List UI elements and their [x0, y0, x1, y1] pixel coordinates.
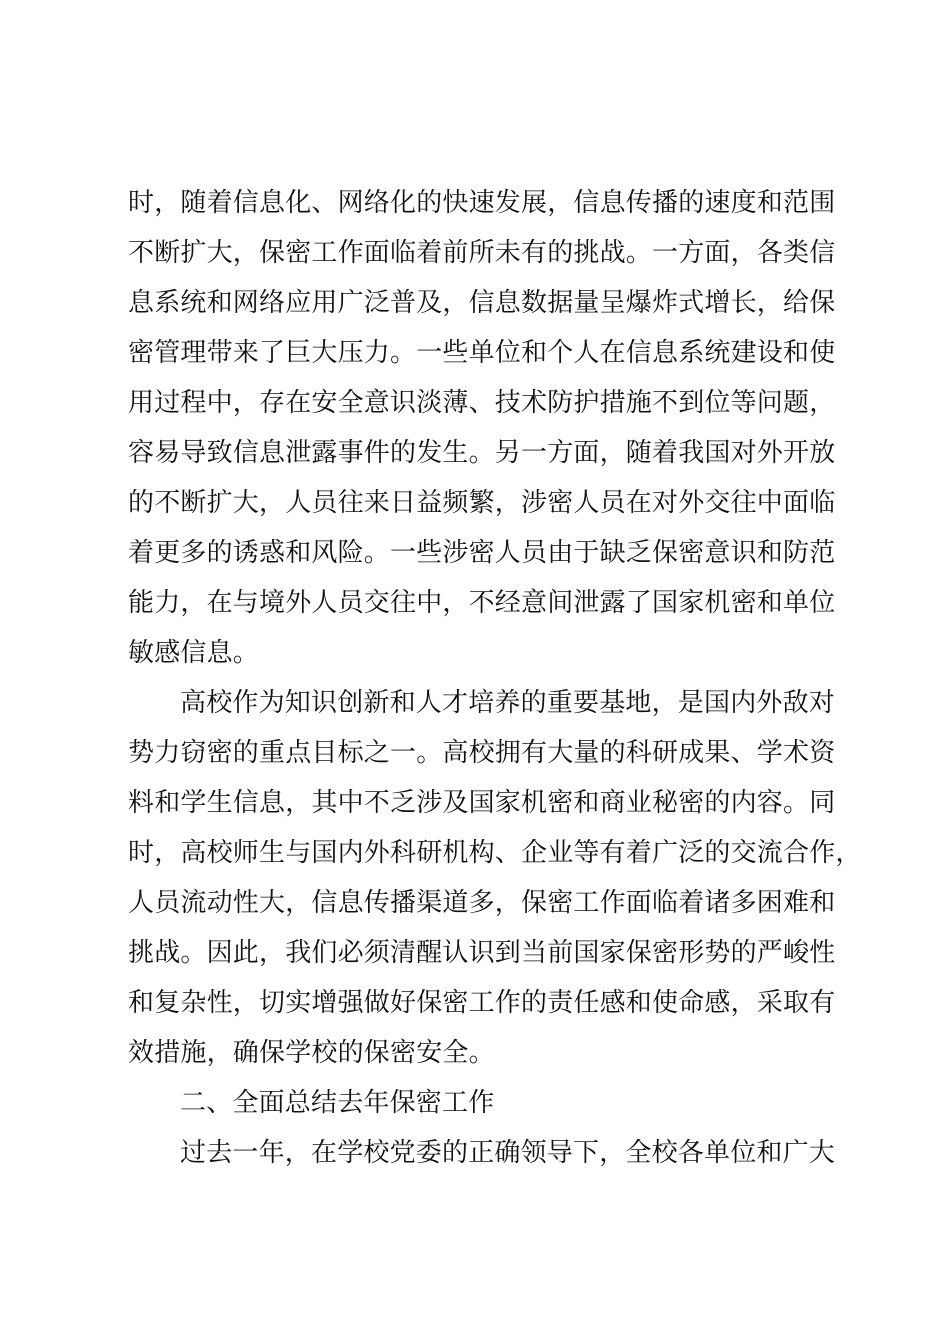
text-line: 和复杂性，切实增强做好保密工作的责任感和使命感，采取有 [128, 988, 836, 1018]
text-line: 时，随着信息化、网络化的快速发展，信息传播的速度和范围 [128, 188, 836, 218]
text-line: 息系统和网络应用广泛普及，信息数据量呈爆炸式增长，给保 [128, 288, 836, 318]
text-line: 时，高校师生与国内外科研机构、企业等有着广泛的交流合作， [128, 838, 862, 868]
text-line: 的不断扩大，人员往来日益频繁，涉密人员在对外交往中面临 [128, 488, 836, 518]
section-heading: 二、全面总结去年保密工作 [180, 1088, 495, 1118]
text-line: 敏感信息。 [128, 638, 260, 668]
text-line: 效措施，确保学校的保密安全。 [128, 1038, 495, 1068]
text-line: 人员流动性大，信息传播渠道多，保密工作面临着诸多困难和 [128, 888, 836, 918]
text-line: 密管理带来了巨大压力。一些单位和个人在信息系统建设和使 [128, 338, 836, 368]
text-line: 着更多的诱惑和风险。一些涉密人员由于缺乏保密意识和防范 [128, 538, 836, 568]
text-line: 势力窃密的重点目标之一。高校拥有大量的科研成果、学术资 [128, 738, 836, 768]
paragraph-start-line: 过去一年，在学校党委的正确领导下，全校各单位和广大 [180, 1138, 836, 1168]
text-line: 不断扩大，保密工作面临着前所未有的挑战。一方面，各类信 [128, 238, 836, 268]
text-line: 能力，在与境外人员交往中，不经意间泄露了国家机密和单位 [128, 588, 836, 618]
text-line: 容易导致信息泄露事件的发生。另一方面，随着我国对外开放 [128, 438, 836, 468]
text-line: 挑战。因此，我们必须清醒认识到当前国家保密形势的严峻性 [128, 938, 836, 968]
text-line: 用过程中，存在安全意识淡薄、技术防护措施不到位等问题， [128, 388, 836, 418]
paragraph-start-line: 高校作为知识创新和人才培养的重要基地，是国内外敌对 [180, 688, 836, 718]
body-text [128, 178, 862, 1178]
text-line: 料和学生信息，其中不乏涉及国家机密和商业秘密的内容。同 [128, 788, 836, 818]
